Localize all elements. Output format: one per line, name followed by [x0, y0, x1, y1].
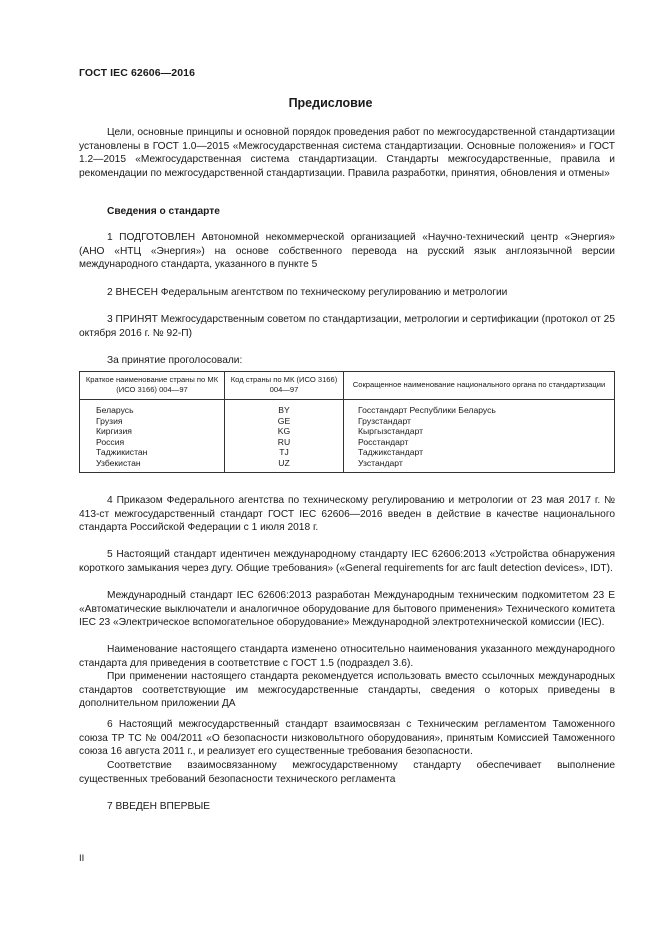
column-header-code: Код страны по МК (ИСО 3166) 004—97 — [225, 372, 344, 400]
country-cell: Беларусь — [80, 400, 225, 416]
paragraph-5: 5 Настоящий стандарт идентичен международному стандарту IEC 62606:2013 «Устройства обнаружения короткого замыкания через дугу. Общие требования» («General requirements for arc fault detection devices», IDT). — [79, 549, 615, 574]
column-header-body: Сокращенное наименование национального органа по стандартизации — [344, 372, 615, 400]
country-cell: Узбекистан — [80, 458, 225, 472]
voting-table — [79, 371, 615, 473]
country-cell: Россия — [80, 437, 225, 448]
code-cell: RU — [225, 437, 344, 448]
vote-intro: За принятие проголосовали: — [107, 355, 243, 366]
paragraph-5-details: Международный стандарт IEC 62606:2013 разработан Международным техническим подкомитетом 23 Е «Автоматические выключатели и аналогичное оборудование для бытового применения» Технического комитета IEC 23 «Электрическое вспомогательное оборудование» Международной электротехнической комиссии (IEC). — [79, 590, 615, 629]
table-row — [80, 458, 615, 472]
code-cell: GE — [225, 416, 344, 427]
section-subheading: Сведения о стандарте — [107, 206, 220, 217]
code-cell: UZ — [225, 458, 344, 472]
table-row — [80, 437, 615, 448]
paragraph-5-references: При применении настоящего стандарта рекомендуется использовать вместо ссылочных международных стандартов соответствующие им межгосударственные стандарты, сведения о которых приведены в дополнительном приложении ДА — [79, 671, 615, 710]
code-cell: KG — [225, 426, 344, 437]
body-cell: Госстандарт Республики Беларусь — [344, 400, 615, 416]
paragraph-2: 2 ВНЕСЕН Федеральным агентством по техническому регулированию и метрологии — [107, 287, 508, 298]
table-row — [80, 416, 615, 427]
country-cell: Грузия — [80, 416, 225, 427]
code-cell: BY — [225, 400, 344, 416]
body-cell: Узстандарт — [344, 458, 615, 472]
country-cell: Таджикистан — [80, 447, 225, 458]
paragraph-5-name-change: Наименование настоящего стандарта изменено относительно наименования указанного международного стандарта для приведения в соответствие с ГОСТ 1.5 (подраздел 3.6). — [79, 644, 615, 669]
table-row — [80, 426, 615, 437]
paragraph-4: 4 Приказом Федерального агентства по техническому регулированию и метрологии от 23 мая 2017 г. № 413-ст межгосударственный стандарт ГОСТ IEC 62606—2016 введен в действие в качестве национального стандарта Российской Федерации с 1 июля 2018 г. — [79, 495, 615, 534]
paragraph-6-compliance: Соответствие взаимосвязанному межгосударственному стандарту обеспечивает выполнение существенных требований безопасности технического регламента — [79, 760, 615, 785]
body-cell: Росстандарт — [344, 437, 615, 448]
code-cell: TJ — [225, 447, 344, 458]
column-header-country: Краткое наименование страны по МК (ИСО 3166) 004—97 — [80, 372, 225, 400]
page-title: Предисловие — [288, 96, 373, 110]
document-header: ГОСТ IEC 62606—2016 — [79, 67, 196, 79]
paragraph-7: 7 ВВЕДЕН ВПЕРВЫЕ — [107, 801, 211, 812]
body-cell: Таджикстандарт — [344, 447, 615, 458]
body-cell: Кыргызстандарт — [344, 426, 615, 437]
page-number: II — [79, 853, 85, 864]
paragraph-3: 3 ПРИНЯТ Межгосударственным советом по стандартизации, метрологии и сертификации (протокол от 25 октября 2016 г. № 92-П) — [79, 314, 615, 339]
body-cell: Грузстандарт — [344, 416, 615, 427]
table-row — [80, 400, 615, 416]
paragraph-6: 6 Настоящий межгосударственный стандарт взаимосвязан с Техническим регламентом Таможенного союза ТР ТС № 004/2011 «О безопасности низковольтного оборудования», принятым Комиссией Таможенного союза 16 августа 2011 г., и реализует его существенные требования безопасности. — [79, 719, 615, 758]
paragraph-1: 1 ПОДГОТОВЛЕН Автономной некоммерческой организацией «Научно-технический центр «Энергия» (АНО «НТЦ «Энергия») на основе собственного перевода на русский язык англоязычной версии международного стандарта, указанного в пункте 5 — [79, 232, 615, 271]
table-header-row — [80, 372, 615, 400]
intro-paragraph: Цели, основные принципы и основной порядок проведения работ по межгосударственной стандартизации установлены в ГОСТ 1.0—2015 «Межгосударственная система стандартизации. Основные положения» и ГОСТ 1.2—2015 «Межгосударственная система стандартизации. Стандарты межгосударственные, правила и рекомендации по межгосударственной стандартизации. Правила разработки, принятия, обновления и отмены» — [79, 127, 615, 179]
table-row — [80, 447, 615, 458]
country-cell: Киргизия — [80, 426, 225, 437]
